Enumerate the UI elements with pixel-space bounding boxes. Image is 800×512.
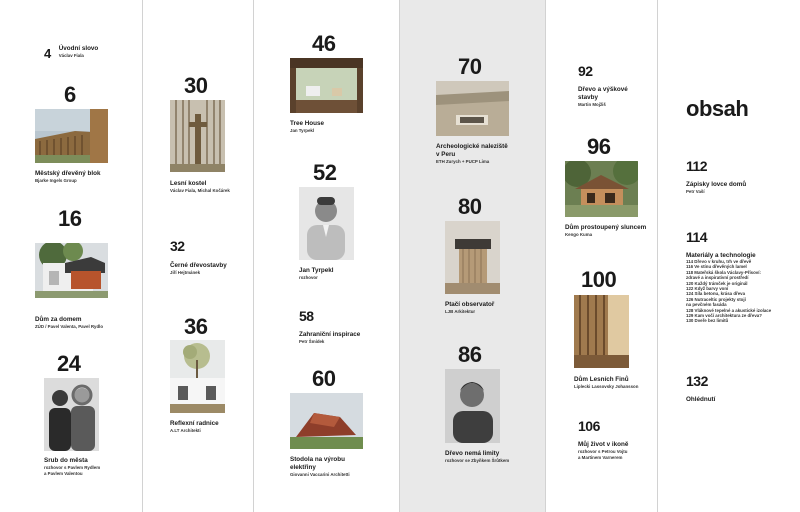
entry-52[interactable] (299, 264, 334, 281)
entry-title: Dům Lesních Finů (574, 376, 629, 383)
entry-6-number (64, 84, 76, 107)
entry-author: Kengo Kuma (565, 232, 593, 237)
entry-30-number (184, 75, 207, 98)
photo-forest-finns-house (574, 295, 629, 368)
entry-title: Můj život v ikoně (578, 441, 629, 448)
page-number: 60 (312, 366, 336, 391)
technology-subsection-list (686, 259, 771, 324)
photo-portrait-zbynek-srutek (445, 369, 500, 443)
entry-author: ZÚD / Pavel Valenta, Pavel Rydlo (35, 324, 104, 329)
list-item[interactable]: 122 Když barvy voní (686, 286, 729, 292)
page-number: 106 (578, 418, 600, 434)
entry-author: rozhovor s Petrou Vojtu (578, 449, 628, 454)
entry-title: Reflexní radnice (170, 420, 219, 427)
entry-30[interactable] (170, 177, 230, 194)
entry-36[interactable] (170, 417, 219, 434)
entry-title: Městský dřevěný blok (35, 170, 101, 177)
entry-80-number (458, 196, 481, 219)
photo-reflex-town-hall (170, 340, 225, 413)
entry-title: Dřevo a výškové (578, 86, 628, 93)
photo-archaeological-site (436, 81, 509, 136)
entry-author: Petr Vaší (686, 189, 705, 194)
entry-132[interactable] (686, 373, 715, 404)
entry-author: Bjarke Ingels Group (35, 178, 77, 183)
list-item[interactable]: 129 Kam vočí architektura ze dřeva? (686, 313, 762, 319)
entry-title: Lesní kostel (170, 180, 207, 187)
entry-16[interactable] (35, 313, 103, 330)
entry-36-number (184, 316, 207, 339)
entry-46-number (312, 33, 335, 56)
entry-86[interactable] (445, 447, 509, 464)
entry-106[interactable] (578, 418, 628, 461)
page-number: 96 (587, 134, 611, 159)
list-item[interactable]: 114 Dřevo v kruhu, trh ve dřevě (686, 259, 752, 264)
entry-title: Černé dřevostavby (170, 262, 227, 269)
entry-title: Stodola na výrobu (290, 456, 345, 463)
entry-92[interactable] (578, 63, 628, 108)
entry-title-line-2: elektřiny (290, 464, 316, 471)
page-number: 100 (581, 267, 617, 292)
entry-96[interactable] (565, 221, 646, 238)
entry-title: Dům za domem (35, 316, 82, 323)
photo-bird-observatory (445, 221, 500, 294)
page-title: obsah (686, 96, 749, 121)
entry-title: Srub do města (44, 457, 88, 464)
page-number: 52 (313, 160, 337, 185)
entry-title: Jan Tyrpekl (299, 267, 334, 274)
entry-58[interactable] (299, 308, 360, 345)
photo-energy-barn (290, 393, 363, 449)
entry-52-number (313, 162, 336, 185)
entry-6[interactable] (35, 167, 100, 184)
entry-16-number (58, 208, 81, 231)
list-item[interactable]: 118 Mateřská škola Václavy-Přísoví: (686, 269, 761, 275)
entry-author: Petr Šmídek (299, 339, 325, 344)
photo-sunlit-house (565, 161, 638, 217)
list-item[interactable]: 120 Každý trámček je originál (686, 280, 748, 286)
entry-32[interactable] (170, 238, 227, 276)
list-item[interactable]: zdravé a inspirativní prostředí (686, 275, 749, 281)
page-number: 92 (578, 63, 593, 79)
entry-112[interactable] (686, 158, 746, 195)
entry-24[interactable] (44, 454, 100, 477)
page-number: 24 (57, 351, 81, 376)
entry-60[interactable] (290, 453, 350, 478)
entry-title: Ohlédnutí (686, 396, 716, 403)
entry-100[interactable] (574, 373, 638, 390)
entry-4[interactable] (44, 45, 98, 60)
entry-author: rozhovor s Pavlem Rydlem (44, 465, 101, 470)
page-number: 32 (170, 238, 185, 254)
entry-author: A.LT Architekti (170, 428, 201, 433)
entry-title: Zahraniční inspirace (299, 331, 361, 338)
entry-114[interactable] (686, 229, 756, 260)
entry-author: Martin Mojžiš (578, 102, 606, 107)
page-number: 30 (184, 73, 208, 98)
entry-100-number (581, 269, 616, 292)
entry-author-line-2: a Martinem Varnerem (578, 455, 623, 460)
entry-46[interactable] (290, 117, 324, 134)
page-number: 4 (44, 46, 51, 61)
entry-title: Dřevo nemá limity (445, 450, 500, 457)
entry-86-number (458, 344, 481, 367)
entry-author: Jiří Hejtmánek (170, 270, 201, 275)
entry-title-line-2: v Peru (436, 151, 456, 158)
list-item[interactable]: 116 Ve stínu dřevěných lamel (686, 264, 747, 270)
list-item[interactable]: na pevčném fasáda (686, 302, 727, 308)
entry-author: Václav Fiala (58, 53, 84, 58)
page-number: 114 (686, 229, 708, 245)
entry-author: Liplecki Lassovsky Johansson (574, 384, 639, 389)
entry-60-number (312, 368, 335, 391)
entry-author: ETH Zurych + PUCP Lima (436, 159, 490, 164)
page-number: 70 (458, 54, 482, 79)
page-number: 58 (299, 308, 314, 324)
list-item[interactable]: 130 Dveře bez limitů (686, 318, 729, 324)
entry-70-number (458, 56, 481, 79)
entry-title: Materiály a technologie (686, 252, 756, 259)
entry-author: rozhovor se Zbyňkem Šrůtkem (445, 458, 510, 463)
photo-forest-church (170, 100, 225, 172)
entry-70[interactable] (436, 140, 508, 165)
entry-title: Dům prostoupený sluncem (565, 224, 647, 231)
entry-title: Ptačí observatoř (445, 301, 495, 308)
page-number: 86 (458, 342, 482, 367)
list-item[interactable]: 126 Nutraceltic projekty stojí (686, 296, 746, 302)
photo-tree-house (290, 58, 363, 113)
page-number: 80 (458, 194, 482, 219)
photo-portrait-jan-tyrpekl (299, 187, 354, 260)
entry-title: Tree House (290, 120, 324, 127)
page-number: 132 (686, 373, 708, 389)
entry-title: Úvodní slovo (58, 45, 99, 52)
page-number: 46 (312, 31, 336, 56)
list-item[interactable]: 124 Síla betonu, krása dřeva (686, 291, 746, 297)
entry-title-line-2: stavby (578, 94, 598, 101)
entry-author: Giovanni Vaccarini Architetti (290, 472, 350, 477)
entry-title: Zápisky lovce domů (686, 181, 747, 188)
entry-author: Jan Tyrpekl (290, 128, 315, 133)
entry-author: rozhovor (299, 275, 318, 280)
page-number: 112 (686, 158, 708, 174)
photo-house-behind-house (35, 243, 108, 298)
entry-24-number (57, 353, 80, 376)
entry-author: LJB Arkitektur (445, 309, 476, 314)
entry-80[interactable] (445, 298, 494, 315)
entry-author-line-2: a Pavlem Valentou (44, 471, 83, 476)
page-number: 6 (64, 82, 76, 107)
entry-title: Archeologické naleziště (436, 143, 508, 150)
list-item[interactable]: 128 Vláknové tepelné a akustické izolace (686, 307, 772, 313)
page-number: 36 (184, 314, 208, 339)
photo-interview-two-men (44, 378, 99, 451)
entry-96-number (587, 136, 610, 159)
page-number: 16 (58, 206, 82, 231)
photo-city-block (35, 109, 108, 163)
entry-author: Václav Fiala, Michal Kočárek (170, 188, 230, 193)
